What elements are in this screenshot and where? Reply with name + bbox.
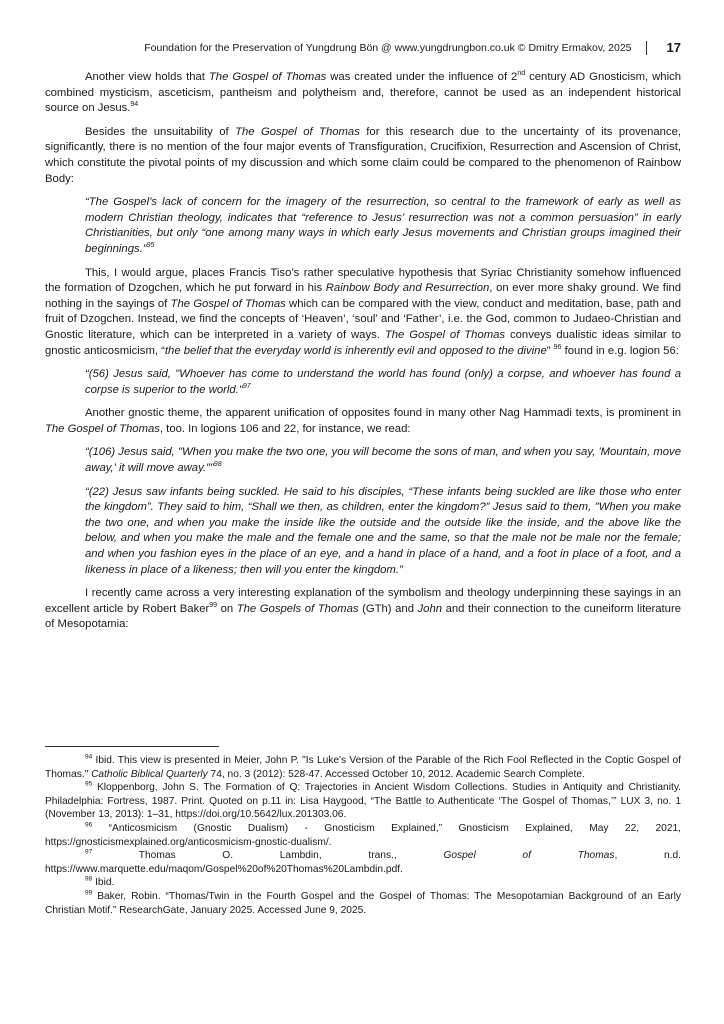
paragraph-3: [45, 266, 681, 360]
footnote-number: 98: [85, 875, 93, 883]
text-run: conveys dualistic ideas similar to gnostic anticosmicism, “: [45, 328, 681, 357]
title-italic: The Gospels of Thomas: [236, 602, 359, 615]
text-run: Besides the unsuitability of: [85, 125, 236, 138]
footnote-number: 94: [85, 753, 93, 761]
text-run: Another gnostic theme, the apparent unification of opposites found in many other Nag Hammadi texts, is prominent in: [85, 407, 681, 420]
footnote-number: 95: [85, 780, 93, 788]
footnote-95: [45, 781, 681, 822]
text-run: found in e.g. logion 56:: [561, 344, 679, 357]
quote-text: “(22) Jesus saw infants being suckled. He said to his disciples, “These infants being suckled are like those who enter the kingdom”. They said to him, “Shall we then, as children, enter the kingdom?” Jesus said to them, "When you make the two one, and when you make the inside like the outside and the outside like the inside, and the above like the below, and when you make the male and the female one and the same, so that the male not be male nor the female; and when you fashion eyes in the place of an eye, and a hand in place of a hand, and a foot in place of a foot, and a likeness in place of a likeness; then will you enter the kingdom.”: [85, 485, 681, 576]
running-header: [45, 40, 681, 56]
ordinal-suffix: nd: [517, 70, 526, 78]
paragraph-1: [45, 70, 681, 117]
footnote-99: [45, 890, 681, 917]
text-run: Another view holds that: [85, 71, 209, 83]
text-run: for this research due to the uncertainty of its provenance, significantly, there is no mention of the four major events of Transfiguration, Crucifixion, Resurrection and Ascension of Christ, which constitute the pivotal points of my discussion and which some claim could be compared to the phenomenon of Rainbow Body:: [45, 125, 682, 185]
footnote-ref-99[interactable]: 99: [209, 602, 218, 610]
quote-text: “(106) Jesus said, "When you make the two one, you will become the sons of man, and when you say, 'Mountain, move away,' it will move away."”: [85, 446, 681, 475]
title-italic: John: [417, 602, 443, 615]
quote-text: “(56) Jesus said, "Whoever has come to understand the world has found (only) a corpse, and whoever has found a corpse is superior to the world.": [85, 368, 681, 396]
footnote-ref-94[interactable]: 94: [130, 101, 139, 109]
text-run: and their connection to the cuneiform literature of Mesopotamia:: [45, 602, 682, 631]
footnote-97: [45, 849, 681, 876]
title-italic: The Gospel of Thomas: [384, 328, 506, 341]
paragraph-5: [45, 586, 681, 633]
footnotes: [45, 754, 681, 917]
footnote-96: [45, 822, 681, 849]
quote-italic: the belief that the everyday world is inherently evil and opposed to the divine: [164, 344, 547, 357]
footnote-ref-96[interactable]: 96: [553, 343, 562, 351]
footnote-divider: [45, 746, 219, 747]
title-italic: The Gospel of Thomas: [170, 297, 286, 310]
footnote-text: “Anticosmicism (Gnostic Dualism) - Gnosticism Explained,” Gnosticism Explained, May 22, 2021, https://gnosticismexplained.org/anticosmicism-gnostic-dualism/.: [45, 822, 681, 848]
title-italic: The Gospel of Thomas: [208, 71, 327, 83]
running-title: Foundation for the Preservation of Yungdrung Bön @ www.yungdrungbon.co.uk © Dmitry Ermakov, 2025: [144, 42, 632, 54]
text-run: on: [217, 602, 237, 615]
body-text: [45, 70, 681, 633]
text-run: , on ever more shaky ground. We find nothing in the sayings of: [45, 282, 682, 310]
text-run: , too. In logions 106 and 22, for instance, we read:: [159, 422, 411, 435]
footnote-italic: Gospel of Thomas: [443, 850, 615, 862]
footnote-ref-97[interactable]: 97: [242, 382, 251, 390]
footnote-italic: Catholic Biblical Quarterly: [91, 768, 208, 780]
block-quote-3: [85, 445, 681, 476]
footnote-98: [45, 876, 681, 890]
text-run: This, I would argue, places Francis Tiso’s rather speculative hypothesis that Syriac Christianity somehow influenced the formation of Dzogchen, which he put forward in his: [45, 266, 681, 295]
footnote-text: Kloppenborg, John S. The Formation of Q: Trajectories in Ancient Wisdom Collections. Studies in Antiquity and Christianity. Philadelphia: Fortress, 1987. Print. Quoted on p.11 in: Lisa Haygood, “The Battle to Authenticate ‘The Gospel of Thomas,’” LUX 3, no. 1 (November 13, 2013): 1–31, https://doi.org/10.5642/lux.201303.06.: [45, 782, 681, 821]
footnote-text: Ibid.: [95, 877, 115, 889]
text-run: ”: [546, 344, 554, 357]
footnote-ref-95[interactable]: 95: [146, 242, 155, 250]
text-run: century AD Gnosticism, which combined mysticism, asceticism, pantheism and polytheism and, therefore, cannot be used as an independent historical source on Jesus.: [45, 71, 682, 115]
block-quote-1: [85, 195, 681, 257]
text-run: was created under the influence of 2: [326, 71, 518, 83]
footnote-text: , n.d. https://www.marquette.edu/maqom/Gospel%20of%20Thomas%20Lambdin.pdf.: [45, 850, 681, 875]
header-divider: [646, 41, 647, 55]
block-quote-4: [85, 485, 681, 579]
footnote-text: Thomas O. Lambdin, trans.,: [138, 850, 444, 862]
quote-text: “The Gospel’s lack of concern for the imagery of the resurrection, so central to the framework of early as well as modern Christian theology, indicates that “reference to Jesus’ resurrection was not a common persuasion” in early Christianities, but only “one among many ways in which early Jesus movements and Christian groups imagined their beginnings.”: [85, 196, 681, 255]
footnote-text: Ibid. This view is presented in Meier, John P. "Is Luke's Version of the Parable of the Rich Fool Reflected in the Coptic Gospel of Thomas.": [45, 755, 681, 780]
page-number: 17: [666, 40, 681, 55]
footnote-number: 97: [85, 848, 93, 856]
title-italic: Rainbow Body and Resurrection: [325, 282, 490, 295]
block-quote-2: [85, 367, 681, 398]
title-italic: The Gospel of Thomas: [235, 125, 360, 138]
page: [45, 40, 681, 641]
footnote-ref-98[interactable]: 98: [213, 461, 222, 469]
paragraph-2: [45, 125, 681, 187]
footnote-number: 96: [85, 821, 93, 829]
footnote-text: Baker, Robin. “Thomas/Twin in the Fourth Gospel and the Gospel of Thomas: The Mesopotamian Background of an Early Christian Motif.” ResearchGate, January 2025. Accessed June 9, 2025.: [45, 890, 681, 916]
text-run: which can be compared with the view, conduct and meditation, base, path and fruit of Dzogchen. Instead, we find the concepts of ‘Heaven’, ‘soul’ and ‘Father’, i.e. the God, common to Judaeo-Christian and Gnostic literature, which can be interpreted in a variety of ways.: [45, 297, 682, 341]
footnote-text: 74, no. 3 (2012): 528-47. Accessed October 10, 2012. Academic Search Complete.: [207, 768, 585, 780]
text-run: (GTh) and: [358, 602, 418, 615]
footnote-94: [45, 754, 681, 781]
text-run: I recently came across a very interesting explanation of the symbolism and theology underpinning these sayings in an excellent article by Robert Baker: [45, 587, 681, 615]
footnote-number: 99: [85, 889, 93, 897]
paragraph-4: [45, 406, 681, 437]
title-italic: The Gospel of Thomas: [45, 422, 160, 435]
